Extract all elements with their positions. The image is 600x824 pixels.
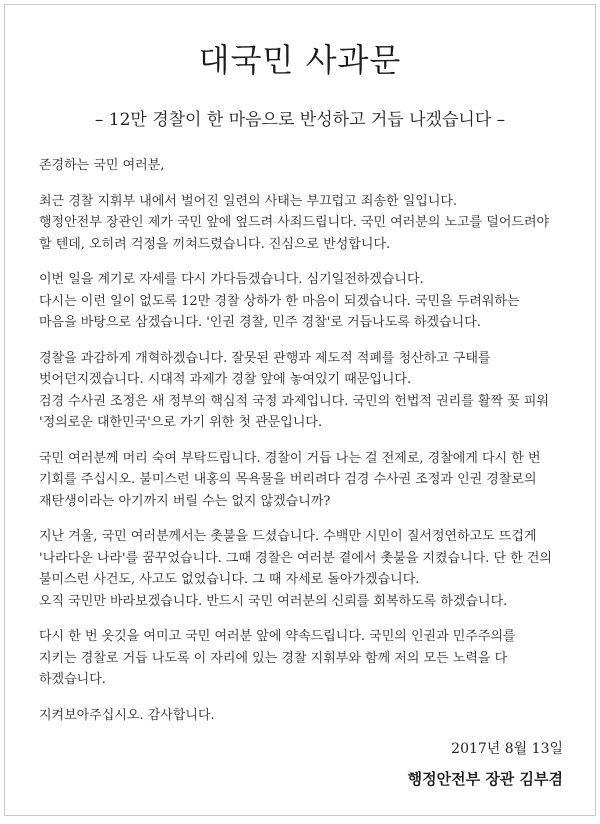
text-line: 지난 겨울, 국민 여러분께서는 촛불을 드셨습니다. 수백만 시민이 질서정연하고도 뜨겁게 (39, 529, 537, 544)
paragraph-resolve (39, 269, 565, 334)
paragraph-apology (39, 191, 565, 256)
text-line: 검경 수사권 조정은 새 정부의 핵심적 국정 과제입니다. 국민의 헌법적 권리를 활짝 꽃 피워 (39, 393, 549, 409)
text-line: 벗어던지겠습니다. 시대적 과제가 경찰 앞에 놓여있기 때문입니다. (39, 372, 412, 387)
paragraph-request (39, 448, 565, 513)
text-line: 경찰을 과감하게 개혁하겠습니다. 잘못된 관행과 제도적 적폐를 청산하고 구태를 (39, 350, 491, 366)
text-line: 지켜보아주십시오. 감사합니다. (39, 707, 215, 723)
text-line: '정의로운 대한민국'으로 가기 위한 첫 관문입니다. (39, 415, 323, 430)
text-line: 존경하는 국민 여러분, (39, 158, 165, 173)
document-date: 2017년 8월 13일 (451, 741, 563, 757)
text-line: 최근 경찰 지휘부 내에서 벌어진 일련의 사태는 부끄럽고 죄송한 일입니다. (39, 193, 458, 209)
paragraph-closing (39, 705, 565, 727)
text-line: 기회를 주십시오. 불미스런 내홍의 목욕물을 버리려다 검경 수사권 조정과 인권 경찰로의 (39, 472, 537, 487)
text-line: 마음을 바탕으로 삼겠습니다. '인권 경찰, 민주 경찰'로 거듭나도록 하겠습니다. (39, 315, 481, 330)
text-line: 다시는 이런 일이 없도록 12만 경찰 상하가 한 마음이 되겠습니다. 국민을 두려워하는 (39, 293, 520, 309)
text-line: 국민 여러분께 머리 숙여 부탁드립니다. 경찰이 거듭 나는 걸 전제로, 경찰에게 다시 한 번 (39, 450, 541, 466)
text-line: '나라다운 나라'를 꿈꾸었습니다. 그때 경찰은 여러분 곁에서 촛불을 지켰습니다. 단 한 건의 (39, 550, 552, 566)
text-line: 재탄생이라는 아기까지 버릴 수는 없지 않겠습니까? (39, 493, 331, 509)
paragraph-candlelight (39, 526, 565, 612)
paragraph-reform (39, 348, 565, 434)
document-body (39, 155, 565, 740)
paragraph-greeting (39, 155, 565, 177)
document-signer: 행정안전부 장관 김부겸 (407, 770, 563, 788)
text-line: 이번 일을 계기로 자세를 다시 가다듬겠습니다. 심기일전하겠습니다. (39, 272, 424, 287)
text-line: 다시 한 번 옷깃을 여미고 국민 여러분 앞에 약속드립니다. 국민의 인권과 민주주의를 (39, 629, 516, 644)
document-title: 대국민 사과문 (198, 41, 402, 79)
text-line: 불미스런 사건도, 사고도 없었습니다. 그 때 자세로 돌아가겠습니다. (39, 572, 420, 587)
text-line: 할 텐데, 오히려 걱정을 끼쳐드렸습니다. 진심으로 반성합니다. (39, 236, 391, 252)
text-line: 지키는 경찰로 거듭 나도록 이 자리에 있는 경찰 지휘부와 함께 저의 모든 노력을 다 (39, 650, 508, 666)
paragraph-promise (39, 626, 565, 691)
document-page (4, 4, 596, 816)
text-line: 오직 국민만 바라보겠습니다. 반드시 국민 여러분의 신뢰를 회복하도록 하겠습니다. (39, 593, 508, 609)
document-subtitle: – 12만 경찰이 한 마음으로 반성하고 거듭 나겠습니다 – (94, 110, 506, 130)
text-line: 하겠습니다. (39, 672, 106, 687)
text-line: 행정안전부 장관인 제가 국민 앞에 엎드려 사죄드립니다. 국민 여러분의 노고를 덜어드려야 (39, 215, 550, 230)
